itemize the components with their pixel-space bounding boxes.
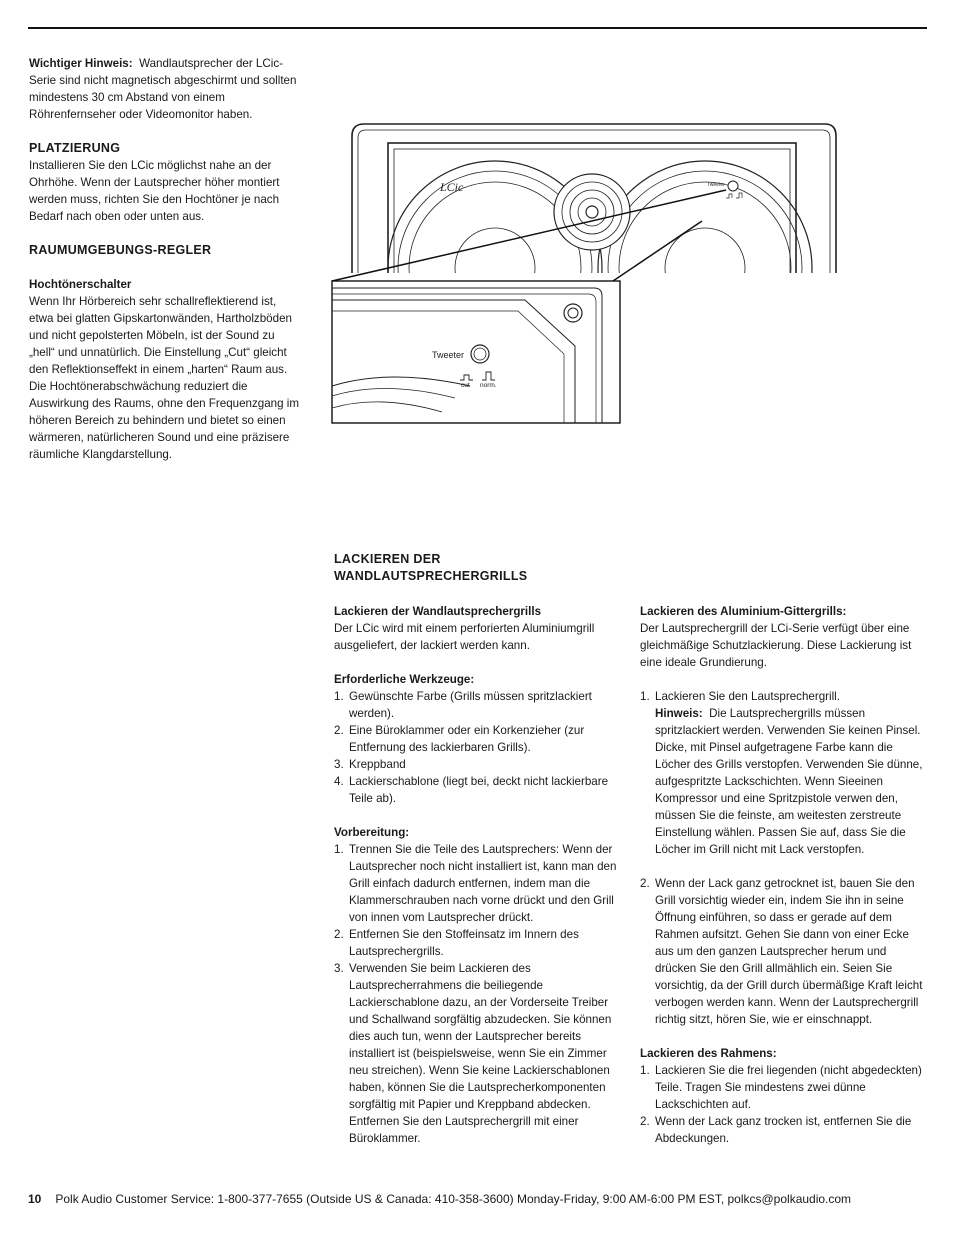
list-item: 1. Gewünschte Farbe (Grills müssen spritzlackiert werden). [334, 690, 592, 720]
prep-list [334, 841, 618, 1147]
list-item: 4. Lackierschablone (liegt bei, deckt nicht lackierbare Teile ab). [334, 775, 609, 805]
painting-heading-line2: WANDLAUTSPRECHERGRILLS [334, 569, 528, 583]
page-number: 10 [28, 1192, 42, 1206]
alu-note-label: Hinweis: [655, 707, 703, 720]
list-item: 1. Trennen Sie die Teile des Lautsprechers: Wenn der Lautsprecher noch nicht installiert ist, kann man den Grill einfach dadurch entfernen, indem man die Klammerschrauben nach vorne drückt und den Grill von innen vom Lautsprecher drückt. [334, 843, 617, 924]
prep-heading: Vorbereitung: [334, 826, 410, 839]
page-footer [28, 1192, 851, 1206]
placement-heading: PLATZIERUNG [29, 141, 121, 155]
tools-list [334, 688, 618, 807]
painting-heading-line1: LACKIEREN DER [334, 552, 441, 566]
placement-text: Installieren Sie den LCic möglichst nahe an der Ohrhöhe. Wenn der Lautsprecher höher montiert werden muss, richten Sie den Hochtöner je nach Bedarf nach oben oder unten aus. [29, 159, 280, 223]
list-item: 2. Entfernen Sie den Stoffeinsatz im Innern des Lautsprechergrills. [334, 928, 579, 958]
zoom-line-right [613, 221, 702, 281]
tweeter-switch-heading: Hochtönerschalter [29, 278, 132, 291]
alu-note-text: Die Lautsprechergrills müssen spritzlackiert werden. Verwenden Sie keinen Pinsel. Dicke, mit Pinsel aufgetragene Farbe kann die Löcher des Grills verstopfen. Verwenden Sie dünne, aufgespritzte Lackschichten. Wenn Sieeinen Kompressor und eine Spritzpistole verwen den, müssen Sie die feinste, am weitesten zerstreute Einstellung wählen. Passen Sie auf, dass Sie die Löcher im Grill nicht mit Lack verstopfen. [655, 707, 923, 856]
middle-column [334, 603, 618, 1147]
figure-cut-label: cut [461, 382, 470, 389]
right-column [640, 603, 927, 1147]
room-heading: RAUMUMGEBUNGS-REGLER [29, 243, 212, 257]
alu-steps [640, 688, 927, 1028]
speaker-illustration [330, 118, 850, 433]
grill-heading: Lackieren der Wandlautsprechergrills [334, 605, 542, 618]
frame-list [640, 1062, 927, 1147]
top-rule [28, 27, 927, 29]
tweeter-switch-detail [332, 281, 620, 423]
alu-text: Der Lautsprechergrill der LCi-Serie verfügt über eine gleichmäßige Schutzlackierung. Diese Lackierung ist eine ideale Grundierung. [640, 622, 912, 669]
room-text: Wenn Ihr Hörbereich sehr schallreflektierend ist, etwa bei glatten Gipskartonwänden, Hartholzböden und nicht gepolsterten Möbeln, ist der Sound zu „hell“ und unnatürlich. Die Einstellung „Cut“ gleicht den Reflektionseffekt in einem „harten“ Raum aus. Die Hochtönerabschwächung reduziert die Auswirkung des Raums, ohne den Frequenzgang im höheren Bereich zu behindern und bietet so einen wärmeren, natürlicheren Sound und eine präzisere räumliche Klangdarstellung. [29, 295, 300, 461]
list-item: 2. Eine Büroklammer oder ein Korkenzieher (zur Entfernung des lackierbaren Grills). [334, 724, 585, 754]
intro-label: Wichtiger Hinweis: [29, 57, 133, 70]
figure-norm-label: norm. [480, 382, 497, 389]
figure-tweeter-small: Tweeter [707, 182, 725, 188]
alu-step-2: Wenn der Lack ganz getrocknet ist, bauen Sie den Grill vorsichtig wieder ein, indem Sie ihn in seine Öffnung einführen, so dass er gerade auf dem Rahmen aufsitzt. Gehen Sie dann von einer Ecke aus um den ganzen Lautsprecher herum und drücken Sie den Grill allmählich ein. Seien Sie vorsichtig, da der Grill durch übermäßige Kraft leicht verbogen werden kann. Wenn der Lautsprechergrill richtig sitzt, hören Sie, wie er einschnappt. [655, 877, 923, 1026]
alu-heading: Lackieren des Aluminium-Gittergrills: [640, 605, 847, 618]
list-item: 2. Wenn der Lack ganz trocken ist, entfernen Sie die Abdeckungen. [640, 1115, 912, 1145]
alu-step-1: Lackieren Sie den Lautsprechergrill. [655, 690, 840, 703]
list-item: 3. Verwenden Sie beim Lackieren des Lautsprecherrahmens die beiliegende Lackierschablone dazu, an der Vorderseite Treiber und Schallwand sorgfältig abzudecken. Sie können dies auch tun, wenn der Lautsprecher bereits installiert ist (beispielsweise, wenn Sie ein Zimmer neu streichen). Wenn Sie keine Lackierschablonen haben, können Sie die Lautsprecherkomponenten sorgfältig mit Papier und Kreppband abdecken. Entfernen Sie den Lautsprechergrill mit einer Büroklammer. [334, 962, 612, 1145]
list-item: 1. Lackieren Sie den Lautsprechergrill. Hinweis: Die Lautsprechergrills müssen spritzlackiert werden. Verwenden Sie keinen Pinsel. Dicke, mit Pinsel aufgetragene Farbe kann die Löcher des Grills verstopfen. Verwenden Sie dünne, aufgespritzte Lackschichten. Wenn Sieeinen Kompressor und eine Spritzpistole verwen den, müssen Sie die feinste, am weitesten zerstreute Einstellung wählen. Passen Sie auf, dass Sie die Löcher im Grill nicht mit Lack verstopfen. [640, 690, 923, 856]
figure-tweeter-label: Tweeter [432, 350, 465, 360]
frame-heading: Lackieren des Rahmens: [640, 1047, 777, 1060]
speaker-diagram [330, 118, 850, 428]
footer-contact: Polk Audio Customer Service: 1-800-377-7655 (Outside US & Canada: 410-358-3600) Monday-Friday, 9:00 AM-6:00 PM EST, polkcs@polkaudio.com [55, 1192, 852, 1206]
painting-heading [334, 551, 634, 585]
zoom-line-left [332, 190, 726, 281]
grill-text: Der LCic wird mit einem perforierten Aluminiumgrill ausgeliefert, der lackiert werden kann. [334, 622, 595, 652]
list-item: 2. Wenn der Lack ganz getrocknet ist, bauen Sie den Grill vorsichtig wieder ein, indem Sie ihn in seine Öffnung einführen, so dass er gerade auf dem Rahmen aufsitzt. Gehen Sie dann von einer Ecke aus um den ganzen Lautsprecher herum und drücken Sie den Grill allmählich ein. Seien Sie vorsichtig, da der Grill durch übermäßige Kraft leicht verbogen werden kann. Wenn der Lautsprechergrill richtig sitzt, hören Sie, wie er einschnappt. [640, 877, 923, 1026]
intro-note [29, 55, 303, 123]
figure-brand: LCic [440, 180, 464, 194]
tools-heading: Erforderliche Werkzeuge: [334, 673, 475, 686]
list-item: 1. Lackieren Sie die frei liegenden (nicht abgedeckten) Teile. Tragen Sie mindestens zwei dünne Lackschichten auf. [640, 1064, 922, 1111]
intro-text: Wandlautsprecher der LCic-Serie sind nicht magnetisch abgeschirmt und sollten mindestens 30 cm Abstand von einem Röhrenfernseher oder Videomonitor haben. [29, 57, 297, 121]
left-column [29, 55, 303, 463]
list-item: 3. Kreppband [334, 758, 406, 771]
